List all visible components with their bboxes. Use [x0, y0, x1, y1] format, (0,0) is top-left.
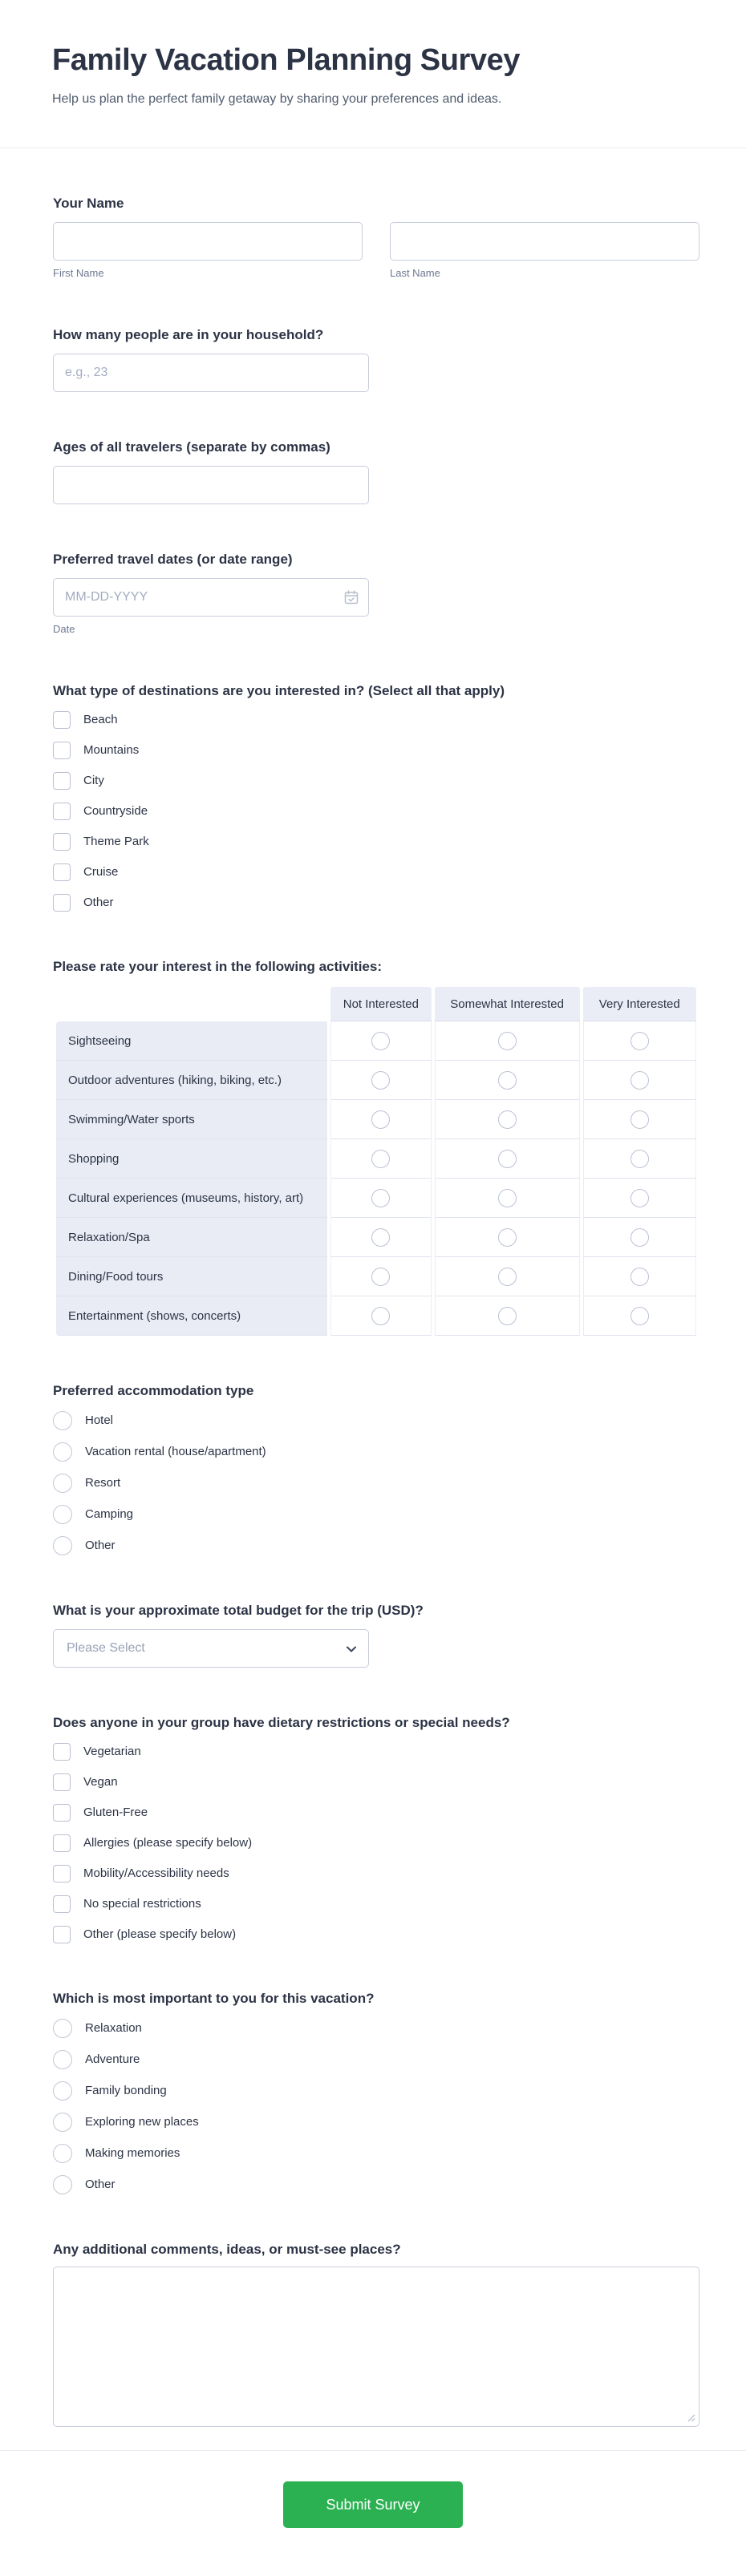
matrix-radio[interactable] [498, 1150, 517, 1168]
matrix-row [56, 1257, 696, 1296]
dietary-option[interactable] [53, 1895, 699, 1913]
comments-textarea[interactable] [53, 2267, 699, 2427]
option-label: Vegan [83, 1775, 118, 1789]
accommodation-option[interactable] [53, 1505, 699, 1524]
destination-option[interactable] [53, 833, 699, 851]
matrix-row [56, 1100, 696, 1139]
matrix-radio[interactable] [630, 1228, 649, 1247]
dietary-option[interactable] [53, 1804, 699, 1822]
accommodation-option[interactable] [53, 1442, 699, 1462]
accommodation-option[interactable] [53, 1411, 699, 1430]
question-comments [53, 2241, 699, 2427]
option-label: Mobility/Accessibility needs [83, 1866, 229, 1880]
matrix-corner-cell [56, 987, 327, 1021]
matrix-radio[interactable] [371, 1032, 390, 1050]
option-label: Other [85, 1539, 116, 1552]
destination-option[interactable] [53, 772, 699, 790]
matrix-radio[interactable] [371, 1228, 390, 1247]
option-label: Theme Park [83, 835, 149, 848]
option-label: Cruise [83, 865, 119, 879]
option-label: Exploring new places [85, 2115, 199, 2129]
option-label: Beach [83, 713, 118, 726]
question-label: Ages of all travelers (separate by commas) [53, 439, 330, 455]
matrix-row [56, 1061, 696, 1100]
option-label: Vacation rental (house/apartment) [85, 1445, 266, 1458]
matrix-column-header: Not Interested [330, 987, 432, 1021]
page-subtitle: Help us plan the perfect family getaway by sharing your preferences and ideas. [52, 92, 502, 106]
question-accommodation [53, 1382, 699, 1555]
question-label: Preferred accommodation type [53, 1383, 254, 1398]
question-label: Preferred travel dates (or date range) [53, 552, 293, 567]
option-label: No special restrictions [83, 1897, 201, 1911]
checkbox[interactable] [53, 894, 71, 912]
matrix-radio[interactable] [630, 1032, 649, 1050]
chevron-down-icon [346, 1644, 357, 1655]
matrix-row-label: Shopping [56, 1139, 327, 1179]
option-label: Other [85, 2178, 116, 2191]
matrix-row-label: Swimming/Water sports [56, 1100, 327, 1139]
matrix-radio[interactable] [630, 1071, 649, 1090]
form-header [0, 0, 746, 107]
option-label: Camping [85, 1507, 134, 1521]
dietary-option[interactable] [53, 1834, 699, 1852]
matrix-column-header: Somewhat Interested [435, 987, 580, 1021]
radio[interactable] [53, 2113, 72, 2132]
household-count-input[interactable] [53, 354, 369, 392]
matrix-radio[interactable] [498, 1307, 517, 1325]
matrix-radio[interactable] [371, 1150, 390, 1168]
checkbox[interactable] [53, 803, 71, 820]
checkbox[interactable] [53, 1895, 71, 1913]
budget-select[interactable] [53, 1629, 369, 1668]
matrix-radio[interactable] [498, 1268, 517, 1286]
last-name-input[interactable] [390, 222, 699, 261]
matrix-row [56, 1179, 696, 1218]
matrix-radio[interactable] [498, 1032, 517, 1050]
option-label: Countryside [83, 804, 148, 818]
importance-option[interactable] [53, 2081, 699, 2101]
radio[interactable] [53, 1536, 72, 1555]
matrix-row-label: Entertainment (shows, concerts) [56, 1296, 327, 1336]
matrix-radio[interactable] [498, 1071, 517, 1090]
option-label: Relaxation [85, 2021, 142, 2035]
calendar-check-icon[interactable] [343, 589, 359, 605]
destination-option[interactable] [53, 894, 699, 912]
option-label: Other (please specify below) [83, 1927, 237, 1941]
checkbox[interactable] [53, 742, 71, 759]
question-budget [53, 1602, 699, 1668]
radio[interactable] [53, 1411, 72, 1430]
question-label: Which is most important to you for this vacation? [53, 1991, 375, 2006]
matrix-radio[interactable] [630, 1307, 649, 1325]
matrix-radio[interactable] [371, 1307, 390, 1325]
dietary-option[interactable] [53, 1773, 699, 1791]
matrix-radio[interactable] [498, 1228, 517, 1247]
last-name-sublabel: Last Name [390, 267, 440, 279]
radio[interactable] [53, 2144, 72, 2163]
accommodation-option[interactable] [53, 1536, 699, 1555]
option-label: Family bonding [85, 2084, 167, 2097]
date-input[interactable] [53, 578, 369, 617]
option-label: Other [83, 896, 114, 909]
matrix-column-header: Very Interested [583, 987, 697, 1021]
matrix-row-label: Relaxation/Spa [56, 1218, 327, 1257]
matrix-radio[interactable] [371, 1110, 390, 1129]
radio[interactable] [53, 2019, 72, 2038]
submit-button[interactable]: Submit Survey [283, 2481, 463, 2528]
question-importance [53, 1990, 699, 2194]
dietary-option[interactable] [53, 1743, 699, 1761]
radio[interactable] [53, 1474, 72, 1493]
date-sublabel: Date [53, 623, 75, 635]
checkbox[interactable] [53, 833, 71, 851]
importance-option[interactable] [53, 2144, 699, 2163]
matrix-row-label: Sightseeing [56, 1021, 327, 1061]
importance-option[interactable] [53, 2019, 699, 2038]
matrix-row-label: Dining/Food tours [56, 1257, 327, 1296]
importance-option[interactable] [53, 2050, 699, 2069]
destination-option[interactable] [53, 742, 699, 759]
checkbox[interactable] [53, 1865, 71, 1882]
matrix-radio[interactable] [630, 1189, 649, 1207]
matrix-radio[interactable] [630, 1110, 649, 1129]
question-dietary [53, 1714, 699, 1943]
matrix-radio[interactable] [371, 1189, 390, 1207]
question-label: Any additional comments, ideas, or must-see places? [53, 2242, 401, 2257]
matrix-row-label: Cultural experiences (museums, history, art) [56, 1179, 327, 1218]
matrix-row [56, 1296, 696, 1336]
radio[interactable] [53, 1505, 72, 1524]
option-label: Adventure [85, 2052, 140, 2066]
matrix-radio[interactable] [498, 1189, 517, 1207]
dietary-option[interactable] [53, 1865, 699, 1882]
question-label: What is your approximate total budget for the trip (USD)? [53, 1603, 424, 1618]
checkbox[interactable] [53, 772, 71, 790]
ages-input[interactable] [53, 466, 369, 504]
destination-option[interactable] [53, 711, 699, 729]
question-label: What type of destinations are you interested in? (Select all that apply) [53, 683, 505, 698]
radio[interactable] [53, 2175, 72, 2194]
question-name [53, 195, 699, 280]
question-ages [53, 439, 699, 504]
matrix-radio[interactable] [630, 1268, 649, 1286]
question-destinations [53, 682, 699, 912]
checkbox[interactable] [53, 863, 71, 881]
accommodation-option[interactable] [53, 1474, 699, 1493]
destination-option[interactable] [53, 863, 699, 881]
importance-option[interactable] [53, 2113, 699, 2132]
dietary-option[interactable] [53, 1926, 699, 1943]
matrix-radio[interactable] [630, 1150, 649, 1168]
matrix-radio[interactable] [371, 1071, 390, 1090]
option-label: City [83, 774, 104, 787]
submit-area [0, 2451, 746, 2569]
option-label: Mountains [83, 743, 140, 757]
matrix-row [56, 1021, 696, 1061]
option-label: Resort [85, 1476, 121, 1490]
matrix-radio[interactable] [371, 1268, 390, 1286]
question-travel-dates [53, 551, 699, 636]
matrix-row [56, 1139, 696, 1179]
question-activities [53, 958, 699, 1336]
checkbox[interactable] [53, 1834, 71, 1852]
first-name-input[interactable] [53, 222, 363, 261]
question-label: Your Name [53, 196, 124, 211]
checkbox[interactable] [53, 1773, 71, 1791]
form-body [0, 195, 746, 2427]
question-label: Does anyone in your group have dietary restrictions or special needs? [53, 1715, 510, 1730]
option-label: Hotel [85, 1413, 114, 1427]
checkbox[interactable] [53, 1926, 71, 1943]
question-label: How many people are in your household? [53, 327, 324, 342]
option-label: Vegetarian [83, 1745, 141, 1758]
checkbox[interactable] [53, 1743, 71, 1761]
checkbox[interactable] [53, 711, 71, 729]
option-label: Gluten-Free [83, 1806, 148, 1819]
matrix-row-label: Outdoor adventures (hiking, biking, etc.) [56, 1061, 327, 1100]
importance-option[interactable] [53, 2175, 699, 2194]
question-label: Please rate your interest in the following activities: [53, 959, 383, 974]
radio[interactable] [53, 2081, 72, 2101]
radio[interactable] [53, 2050, 72, 2069]
first-name-sublabel: First Name [53, 267, 104, 279]
page-title: Family Vacation Planning Survey [52, 43, 521, 77]
matrix-radio[interactable] [498, 1110, 517, 1129]
destination-option[interactable] [53, 803, 699, 820]
matrix-row [56, 1218, 696, 1257]
radio[interactable] [53, 1442, 72, 1462]
checkbox[interactable] [53, 1804, 71, 1822]
budget-select-value: Please Select [67, 1641, 145, 1655]
question-household [53, 326, 699, 392]
option-label: Allergies (please specify below) [83, 1836, 253, 1850]
activities-matrix [53, 987, 699, 1336]
option-label: Making memories [85, 2146, 180, 2160]
